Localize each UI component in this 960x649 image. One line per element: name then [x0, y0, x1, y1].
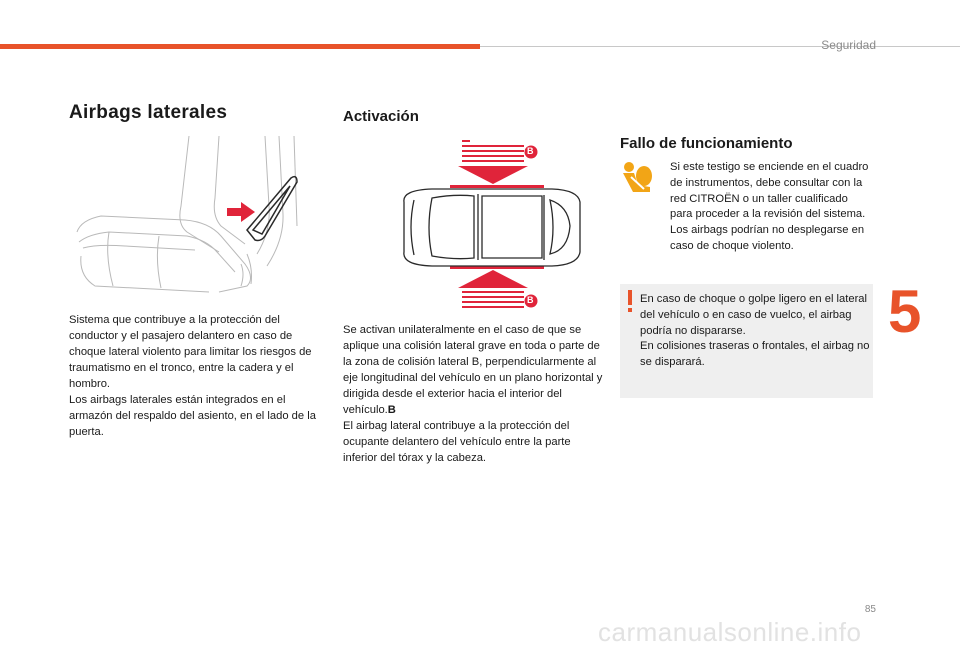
activation-text: Se activan unilateralmente en el caso de que se aplique una colisión lateral grave en toda o parte de la zona de colisión lateral B, perpendicularmente al eje longitudinal del vehículo en un plano horizontal y dirigida desde el exterior hacia el interior del vehículo.: [343, 324, 603, 416]
page-title: Airbags laterales: [69, 102, 228, 123]
note-rear-front: En colisiones traseras o frontales, el airbag no se disparará.: [640, 340, 870, 369]
zone-reference: B: [387, 404, 396, 416]
activation-paragraph: [343, 322, 603, 466]
note-paragraph: [640, 292, 870, 371]
activation-heading: Activación: [343, 108, 419, 125]
side-impact-diagram: [392, 140, 592, 312]
exclamation-icon: [626, 290, 634, 312]
malfunction-heading: Fallo de funcionamiento: [620, 135, 793, 152]
header-divider: [480, 46, 960, 47]
watermark: carmanualsonline.info: [598, 617, 862, 647]
intro-paragraph: Sistema que contribuye a la protección del conductor y el pasajero delantero en caso de choque lateral violento para limitar los riesgos de traumatismo en el tronco, entre la cadera y el hombro.: [69, 314, 312, 390]
protection-text: El airbag lateral contribuye a la protección del ocupante delantero del vehículo entre la parte inferior del tórax y la cabeza.: [343, 420, 571, 464]
header-accent-bar: [0, 44, 480, 49]
warning-paragraph: Si este testigo se enciende en el cuadro de instrumentos, debe consultar con la red CITROËN o un taller cualificado para proceder a la revisión del sistema. Los airbags podrían no desplegarse en caso de choque violento.: [670, 161, 869, 252]
note-light-impact: En caso de choque o golpe ligero en el lateral del vehículo o en caso de vuelco, el airbag podría no dispararse.: [640, 293, 868, 337]
section-title: Seguridad: [821, 38, 876, 52]
zone-label-bottom: B: [527, 295, 534, 305]
seat-airbag-illustration: [69, 136, 309, 294]
location-paragraph: Los airbags laterales están integrados en el armazón del respaldo del asiento, en el lado de la puerta.: [69, 394, 316, 438]
page-number: 85: [864, 604, 876, 615]
airbag-warning-icon: [620, 161, 656, 193]
zone-label-top: B: [527, 146, 534, 156]
chapter-number: 5: [888, 278, 922, 345]
